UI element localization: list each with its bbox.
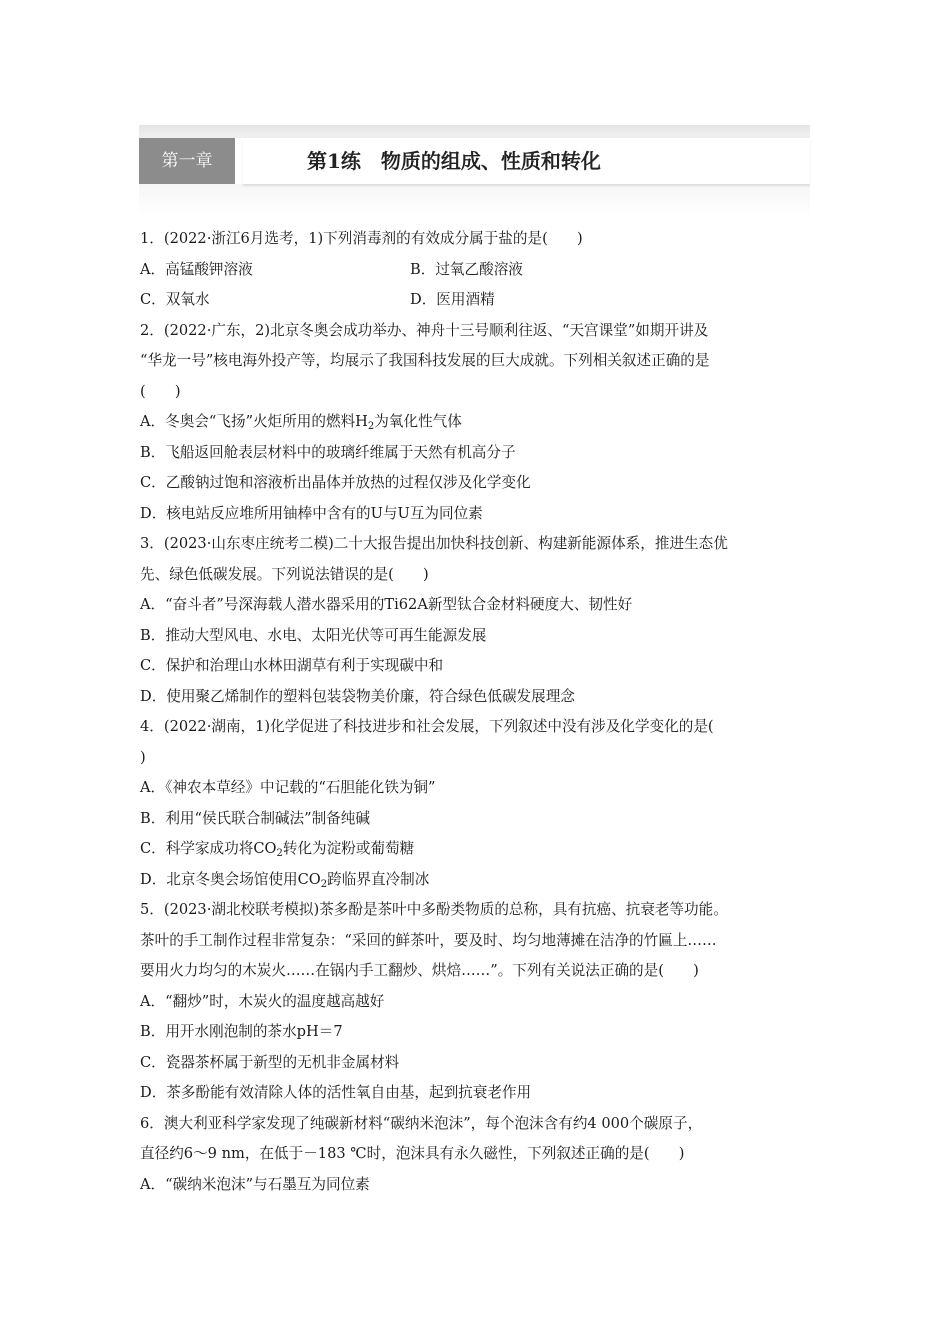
question-2-option-a xyxy=(140,407,812,438)
subscript: 2 xyxy=(276,848,283,859)
chapter-tab: 第一章 xyxy=(139,138,235,184)
question-4-option-a: A．《神农本草经》中记载的“石胆能化铁为铜” xyxy=(140,779,436,796)
question-4-option-c xyxy=(140,834,812,865)
question-6-option-a: A．“碳纳米泡沫”与石墨互为同位素 xyxy=(140,1175,370,1193)
question-1-options-row1 xyxy=(140,255,812,286)
question-3-option-b: B．推动大型风电、水电、太阳光伏等可再生能源发展 xyxy=(140,626,487,644)
question-3-option-d: D．使用聚乙烯制作的塑料包装袋物美价廉，符合绿色低碳发展理念 xyxy=(140,687,575,705)
question-5-option-b: B．用开水刚泡制的茶水pH＝7 xyxy=(140,1023,343,1040)
question-2-stem-line3: ( ) xyxy=(140,382,181,400)
option-text: C．科学家成功将CO xyxy=(140,840,277,857)
question-list xyxy=(140,224,812,1200)
question-2-stem-line2: “华龙一号”核电海外投产等，均展示了我国科技发展的巨大成就。下列相关叙述正确的是 xyxy=(140,352,710,369)
question-4-stem-line1: 4．(2022·湖南，1)化学促进了科技进步和社会发展，下列叙述中没有涉及化学变化的是( xyxy=(140,718,714,735)
question-1-option-d: D．医用酒精 xyxy=(410,291,495,308)
question-1-option-b: B．过氧乙酸溶液 xyxy=(410,260,523,278)
question-1-options-row2 xyxy=(140,285,812,316)
question-5-stem-line2: 茶叶的手工制作过程非常复杂：“采回的鲜茶叶，要及时、均匀地薄摊在洁净的竹匾上…… xyxy=(140,931,717,949)
question-3-option-c: C．保护和治理山水林田湖草有利于实现碳中和 xyxy=(140,657,444,674)
question-5-stem-line1: 5．(2023·湖北校联考模拟)茶多酚是茶叶中多酚类物质的总称，具有抗癌、抗衰老等功能。 xyxy=(140,901,728,918)
question-2-option-b: B．飞船返回舱表层材料中的玻璃纤维属于天然有机高分子 xyxy=(140,443,516,461)
tab-divider xyxy=(235,138,243,184)
question-5-option-a: A．“翻炒”时，木炭火的温度越高越好 xyxy=(140,992,385,1010)
question-5-stem-line3: 要用火力均匀的木炭火……在锅内手工翻炒、烘焙……”。下列有关说法正确的是( ) xyxy=(140,962,699,979)
question-2-option-d: D．核电站反应堆所用铀棒中含有的U与U互为同位素 xyxy=(140,504,483,522)
question-6-stem-line1: 6．澳大利亚科学家发现了纯碳新材料“碳纳米泡沫”，每个泡沫含有约4 000个碳原子， xyxy=(140,1114,703,1132)
subscript: 2 xyxy=(367,421,375,432)
question-3-stem-line2: 先、绿色低碳发展。下列说法错误的是( ) xyxy=(140,565,429,583)
option-text: A．冬奥会“飞扬”火炬所用的燃料H xyxy=(140,413,368,430)
question-5-option-d: D．茶多酚能有效清除人体的活性氧自由基，起到抗衰老作用 xyxy=(140,1084,532,1101)
option-text: 跨临界直冷制冰 xyxy=(327,870,430,888)
subscript: 2 xyxy=(320,878,328,890)
question-2-stem-line1: 2．(2022·广东，2)北京冬奥会成功举办、神舟十三号顺利往返、“天宫课堂”如期开讲及 xyxy=(140,321,709,339)
option-text: 为氧化性气体 xyxy=(374,413,462,430)
question-4-stem-line2: ) xyxy=(140,748,146,766)
question-3-stem-line1: 3．(2023·山东枣庄统考二模)二十大报告提出加快科技创新、构建新能源体系，推进生态优 xyxy=(140,535,728,552)
question-3-option-a: A．“奋斗者”号深海载人潜水器采用的Ti62A新型钛合金材料硬度大、韧性好 xyxy=(140,596,633,613)
page-title: 第1练 物质的组成、性质和转化 xyxy=(307,149,601,173)
question-1-stem: 1．(2022·浙江6月选考，1)下列消毒剂的有效成分属于盐的是( ) xyxy=(140,230,583,247)
question-2-option-c: C．乙酸钠过饱和溶液析出晶体并放热的过程仅涉及化学变化 xyxy=(140,474,531,491)
option-text: 转化为淀粉或葡萄糖 xyxy=(282,840,415,857)
question-4-option-d xyxy=(140,865,812,896)
option-text: D．北京冬奥会场馆使用CO xyxy=(140,870,321,888)
question-1-option-c: C．双氧水 xyxy=(140,291,210,308)
question-6-stem-line2: 直径约6～9 nm，在低于－183 ℃时，泡沫具有永久磁性，下列叙述正确的是( ) xyxy=(140,1145,685,1162)
question-4-option-b: B．利用“侯氏联合制碱法”制备纯碱 xyxy=(140,809,370,827)
question-5-option-c: C．瓷器茶杯属于新型的无机非金属材料 xyxy=(140,1053,400,1071)
question-1-option-a: A．高锰酸钾溶液 xyxy=(140,260,253,278)
